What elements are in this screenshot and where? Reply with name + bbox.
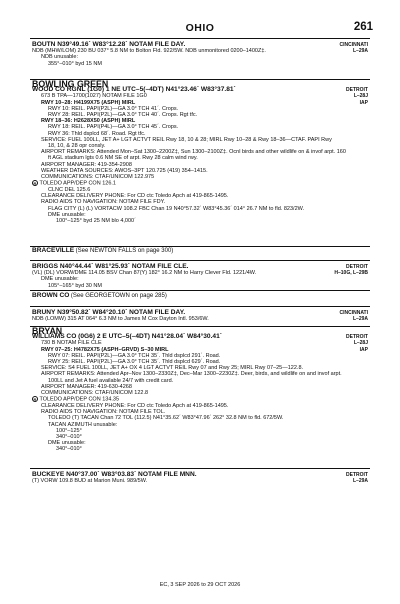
entry-bryan: BRYAN DETROIT L–28J IAP WILLIAMS CO (0G6) 2 E UTC–5(–4DT) N41°28.04´ W84°30.41´ 730 B NOTAM FILE CLE RWY 07–25: H4782X75 (ASPH–GRVD) S–30 MIRL RWY 07: REIL. PAPI(P2L)—GA 3.0° TCH 35´. Thld dsplcd 291´. Road. RWY 25: REIL. PAPI(P2L)—GA 3.0° TCH 35´. Thld dsplcd 629´. Road. SERVICE: S4 FUEL 100LL, JET A+ OX 4 LGT ACTVT REIL Rwy 07 and Rwy 25; MIRL Rwy 07–25—122.8. AIRPORT REMARKS: Attended Apr–Nov 1300–2330Z‡, Dec–Mar 1300–2230Z‡. Deer, birds, and wildlife on and invof arpt. 100LL and Jet A fuel available 24/7 with credit card. AIRPORT MANAGER: 419-630-4268 COMMUNICATIONS: CTAF/UNICOM 122.8 R TOLEDO APP/DEP CON 134.35 CLEARANCE DELIVERY PHONE: For CD ctc Toledo Apch at 419-865-1495. RADIO AIDS TO NAVIGATION: NOTAM FILE TOL. TOLEDO (T) TACAN Chan 72 TOL (112.5) N41°35.62´ W83°47.96´ 262° 32.8 NM to fld. 672/5W. TACAN AZIMUTH unusable: 100°–125° 340°–010° DME unusable: 340°–010° [32,326,368,453]
chart-ref: IAP [359,346,368,353]
entry-boutn: CINCINNATI L–29A BOUTN N39°49.16´ W83°12.28´ NOTAM FILE DAY. NDB (MHW/LOM) 230 BU 037° 5.8 NM to Bolton Fld. 922/5W. NDB unmonitored 0200–1400Z‡. NDB unusable: 355°–010° byd 15 NM [32,41,368,67]
radio-r-icon: R [33,181,37,187]
boutn-heading: BOUTN N39°49.16´ W83°12.28´ NOTAM FILE DAY. [32,41,186,48]
entry-brown-co: BROWN CO (See GEORGETOWN on page 285) [32,292,167,299]
entry-braceville: BRACEVILLE (See NEWTON FALLS on page 300) [32,247,174,254]
entry-bowling-green: BOWLING GREEN DETROIT L–28J IAP WOOD CO RGNL (1G0) 1 NE UTC–5(–4DT) N41°23.46´ W83°37.81´ 673 B TPA—1700(1027) NOTAM FILE 1G0 RWY 10–28: H4199X75 (ASPH) MIRL RWY 10: REIL. PAPI(P2L)—GA 3.0° TCH 41´. Crops. RWY 28: REIL. PAPI(P2L)—GA 3.0° TCH 40´. Crops. Rgt tfc. RWY 18–36: H2628X50 (ASPH) MIRL RWY 18: REIL. PAPI(P4L)—GA 3.0° TCH 45´. Crops. RWY 36: Thld dsplcd 68´. Road. Rgt tfc. SERVICE: FUEL 100LL, JET A+ LGT ACTVT REIL Rwy 18, 10 & 28; MIRL Rwy 10–28 & Rwy 18–36—CTAF. PAPI Rwy 18, 10, & 28 opr consly. AIRPORT REMARKS: Attended Mon–Sat 1300–2200Z‡, Sun 1300–2100Z‡. Ocnl birds and other wildlife on & invof arpt. 160 ft AGL stadium lgts 0.6 NM SE of arpt. Rwy 28 calm wind rwy. AIRPORT MANAGER: 419-354-2908 WEATHER DATA SOURCES: AWOS–3PT 120.725 (419) 354–1415. COMMUNICATIONS: CTAF/UNICOM 122.975 R TOLEDO APP/DEP CON 126.1 CLNC DEL 125.6 CLEARANCE DELIVERY PHONE: For CD ctc Toledo Apch at 419-865-1495. RADIO AIDS TO NAVIGATION: NOTAM FILE FDY. FLAG CITY (L) (L) VORTACW 108.2 FBC Chan 19 N40°57.32´ W83°45.36´ 014° 26.7 NM to fld. 823/2W. DME unusable: 100°–125° byd 25 NM blo 4,000´ [32,79,368,224]
divider [30,468,370,469]
divider [30,260,370,261]
chart-ref: IAP [359,99,368,106]
chart-ref: DETROIT [346,334,368,341]
chart-ref: CINCINNATI [339,310,368,316]
entry-buckeye: DETROIT L–29A BUCKEYE N40°37.00´ W83°03.83´ NOTAM FILE MNN. (T) VORW 109.8 BUD at Marion Muni. 989/5W. [32,471,368,485]
divider [30,290,370,291]
page-number: 261 [353,21,373,33]
boutn-ndb: NDB (MHW/LOM) 230 BU 037° 5.8 NM to Bolton Fld. 922/5W. NDB unmonitored 0200–1400Z‡. [32,48,266,55]
divider [30,246,370,247]
chart-ref: L–28J [353,340,368,347]
chart-ref: CINCINNATI [339,42,368,48]
entry-briggs: DETROIT H–10G, L–29B BRIGGS N40°44.44´ W81°25.93´ NOTAM FILE CLE. (VL) (DL) VORW/DME 114.05 BSV Chan 87(Y) 182° 16.2 NM to Harry Clever Fld. 1221/4W. DME unusable: 105°–165° byd 30 NM [32,263,368,289]
divider [30,306,370,307]
page-footer: EC, 3 SEP 2026 to 29 OCT 2026 [159,582,241,588]
chart-ref: H–10G, L–29B [334,270,368,277]
divider [30,326,370,327]
chart-ref: L–29A [352,48,368,55]
chart-ref: L–29A [352,316,368,323]
state-title: OHIO [185,22,215,34]
radio-r-icon: R [33,397,37,403]
chart-ref: DETROIT [346,264,368,270]
airport-heading: WILLIAMS CO (0G6) 2 E UTC–5(–4DT) N41°28.04´ W84°30.41´ [32,333,222,341]
airport-heading: WOOD CO RGNL (1G0) 1 NE UTC–5(–4DT) N41°23.46´ W83°37.81´ [32,86,236,94]
header-rule [30,38,370,39]
chart-ref: DETROIT [346,472,368,478]
entry-bruny: CINCINNATI L–29A BRUNY N39°50.82´ W84°20.10´ NOTAM FILE DAY. NDB (LOMW) 315 AT 064° 6.3 NM to James M Cox Dayton Intl. 953/6W. [32,309,368,323]
city-heading: BOWLING GREEN [32,79,109,89]
chart-ref: L–29A [352,478,368,485]
page-header [0,22,400,36]
chart-ref: L–28J [353,93,368,100]
chart-ref: DETROIT [346,87,368,94]
city-heading: BRYAN [32,326,63,336]
